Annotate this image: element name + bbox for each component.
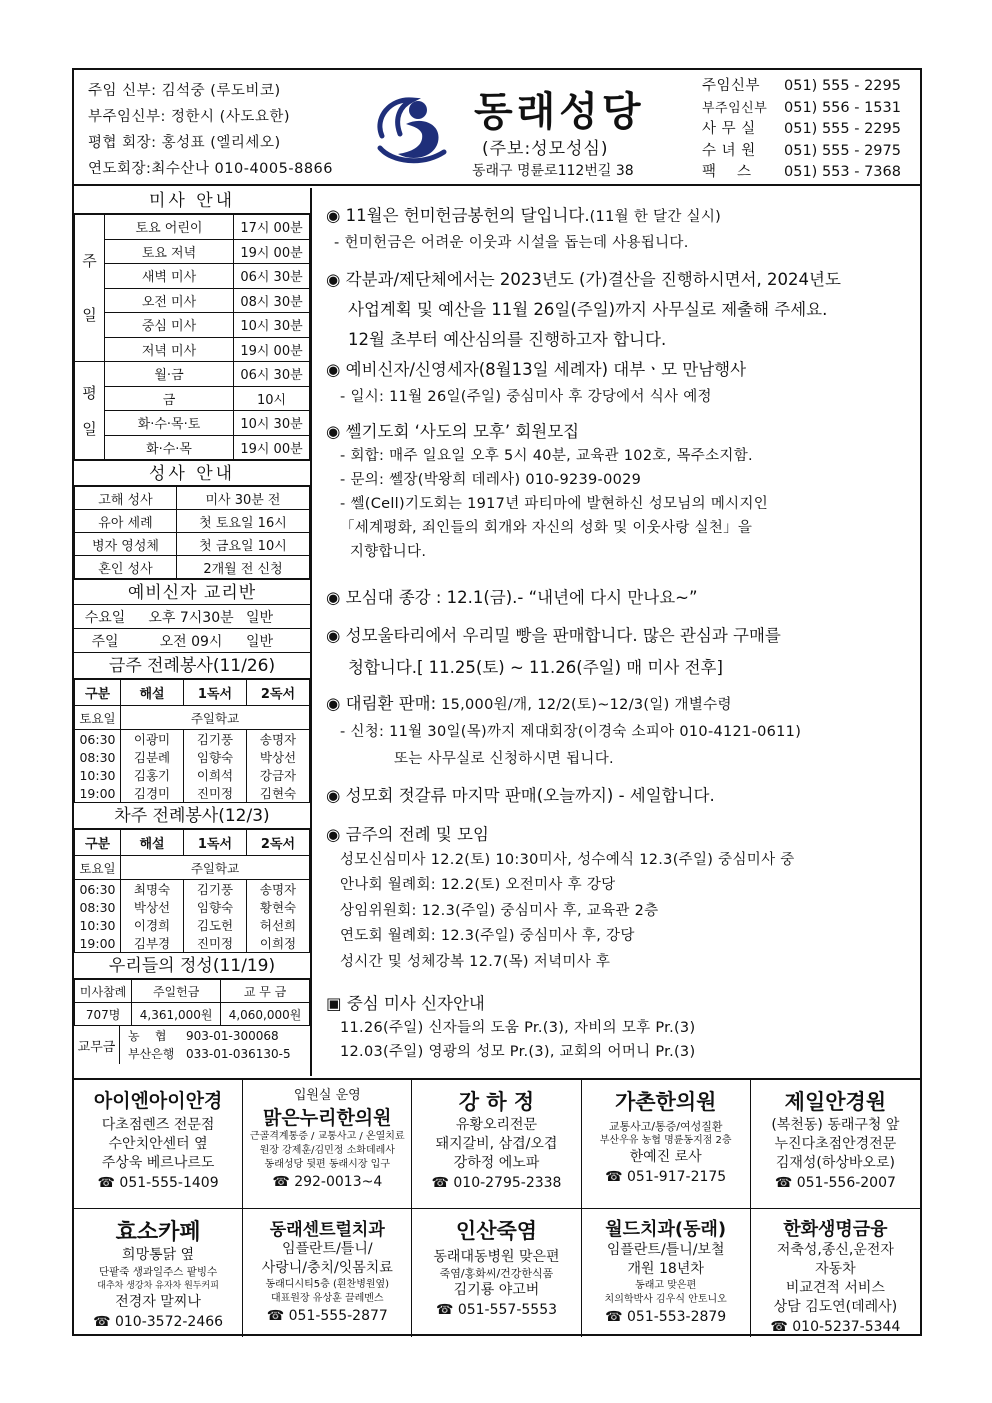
notice-line: - 쎌(Cell)기도회는 1917년 파티마에 발현하신 성모님의 메시지인 [340, 496, 769, 512]
duty-name: 이희석 [184, 766, 247, 784]
duty-name: 이광미 [121, 730, 184, 749]
notice-line: - 헌미헌금은 어려운 이웃과 시설을 돕는데 사용됩니다. [334, 235, 689, 251]
mass-name: 토요 저녁 [105, 239, 234, 264]
mass-time: 19시 00분 [234, 239, 310, 264]
notice-line: 또는 사무실로 신청하시면 됩니다. [340, 751, 614, 767]
mass-name: 금 [105, 386, 234, 411]
ad-small: 대표원장 유상훈 끌레멘스 [270, 1293, 384, 1304]
mass-time: 19시 00분 [234, 435, 310, 460]
bank-label: 교무금 [74, 1026, 120, 1064]
ad-line: 누진다초점안경전문 [774, 1136, 897, 1152]
duty-header: 1독서 [184, 830, 247, 856]
sunday-label: 주 일 [75, 215, 105, 362]
duty-name: 박상선 [121, 898, 184, 916]
notice-line: - 회합: 매주 일요일 오후 5시 40분, 교육관 102호, 목주소지함. [340, 448, 753, 464]
ad-line: 임플란트/틀니/보철 [606, 1242, 725, 1258]
clergy-line: 주임 신부: 김석중 (루도비코) [88, 83, 281, 99]
ad-line: 상담 김도연(데레사) [773, 1299, 898, 1315]
bank-account: 903-01-300068 [186, 1029, 279, 1043]
duty-name: 김경미 [121, 784, 184, 803]
notice-item [326, 822, 795, 975]
notice-line: - 문의: 쎌장(박왕희 데레사) 010-9239-0029 [340, 472, 642, 488]
notice-heading: ▣ 중심 미사 신자안내 [326, 994, 485, 1013]
ad-phone: ☎ 010-3572-2466 [93, 1314, 224, 1330]
notice-heading: ◉ 성모울타리에서 우리밀 빵을 판매합니다. 많은 관심과 구매를 [326, 626, 781, 645]
duty-name: 진미정 [184, 934, 247, 953]
duty-name: 김분례 [121, 748, 184, 766]
clergy-line: 연도회장:최수산나 010-4005-8866 [88, 161, 333, 177]
bank-row [128, 1027, 291, 1045]
ad-line: 돼지갈비, 삼겹/오겹 [435, 1136, 558, 1152]
saturday-label: 토요일 [75, 856, 121, 880]
notice-line: 12.03(주일) 영광의 성모 Pr.(3), 교회의 어머니 Pr.(3) [340, 1044, 696, 1060]
notice-head-extra: (11월 한 달간 실시) [589, 209, 722, 225]
notice-item: ◉ 성모회 젓갈류 마지막 판매(오늘까지) - 세일합니다. [326, 786, 715, 805]
duty-time: 08:30 [75, 898, 121, 916]
sacrament-time: 2개월 전 신청 [176, 556, 309, 579]
duty-name: 강금자 [247, 766, 310, 784]
ad-line: 개원 18년차 [627, 1261, 704, 1277]
catechumen-title: 예비신자 교리반 [74, 579, 310, 605]
notice-line: 연도회 월례회: 12.3(주일) 중심미사 후, 강당 [340, 928, 635, 944]
sacrament-name: 병자 영성체 [75, 533, 177, 556]
ad-name: 동래센트럴치과 [269, 1220, 385, 1240]
ad-top: 입원실 운영 [293, 1088, 361, 1103]
ad-line: 김기룡 야고버 [453, 1282, 540, 1298]
contact-row [702, 162, 901, 184]
ad-name: 아이엔아이안경 [93, 1090, 223, 1112]
ad-phone: ☎ 051-555-1409 [97, 1175, 219, 1191]
contact-row [702, 141, 901, 163]
notice-heading: ◉ 예비신자/신영세자(8월13일 세례자) 대부ㆍ모 만남행사 [326, 360, 747, 379]
saturday-duty: 주일학교 [121, 856, 310, 880]
contact-row [702, 76, 901, 98]
duty-name: 임향숙 [184, 748, 247, 766]
duty-header: 2독서 [247, 830, 310, 856]
duty-name: 송명자 [247, 730, 310, 749]
saturday-label: 토요일 [75, 706, 121, 730]
duty-this-title: 금주 전례봉사(11/26) [74, 653, 310, 679]
ad-box [412, 1209, 581, 1337]
class-type: 일반 [246, 633, 274, 650]
ad-line: (복천동) 동래구청 앞 [771, 1117, 900, 1133]
ad-name: 강 하 정 [458, 1090, 535, 1114]
ad-phone: ☎ 051-556-2007 [774, 1175, 896, 1191]
mass-name: 중심 미사 [105, 313, 234, 338]
mass-time: 08시 30분 [234, 288, 310, 313]
notice-head: ◉ 대림환 판매: [326, 694, 437, 713]
mass-name: 토요 어린이 [105, 215, 234, 240]
ad-phone: ☎ 292-0013~4 [272, 1174, 383, 1190]
notice-heading [326, 202, 721, 226]
ad-small: 교통사고/통증/여성질환 [608, 1120, 723, 1133]
contact-list [702, 76, 901, 184]
sacrament-table [74, 486, 310, 579]
bank-name: 부산은행 [128, 1047, 175, 1061]
duty-header: 해설 [121, 830, 184, 856]
ad-small: 대추차 생강차 유자차 원두커피 [97, 1281, 219, 1291]
duty-header: 1독서 [184, 680, 247, 706]
contact-label: 팩 스 [702, 164, 752, 180]
mass-time: 06시 30분 [234, 264, 310, 289]
mass-time: 10시 30분 [234, 313, 310, 338]
mass-time: 19시 00분 [234, 337, 310, 362]
notice-item [326, 992, 695, 1064]
sacrament-time: 첫 금요일 10시 [176, 533, 309, 556]
notice-head: ◉ 11월은 헌미헌금봉헌의 달입니다. [326, 206, 590, 225]
duty-time: 06:30 [75, 880, 121, 899]
ad-name: 가촌한의원 [614, 1090, 717, 1114]
catechumen-row [74, 629, 310, 653]
contact-label: 부주임신부 [702, 100, 768, 116]
notice-item: ◉ 모심대 종강 : 12.1(금).- “내년에 다시 만나요~” [326, 588, 698, 607]
ad-phone: ☎ 051-917-2175 [605, 1169, 727, 1185]
ad-box [74, 1080, 243, 1208]
duty-name: 김기풍 [184, 730, 247, 749]
notice-line: 청합니다.[ 11.25(토) ~ 11.26(주일) 매 미사 전후] [348, 658, 723, 677]
sacrament-title: 성사 안내 [74, 460, 310, 486]
notice-line: - 신청: 11월 30일(목)까지 제대회장(이경숙 소피아 010-4121-0611) [340, 724, 802, 740]
notice-item [326, 266, 841, 350]
ad-phone: ☎ 010-5237-5344 [770, 1319, 901, 1335]
ad-line: 저축성,종신,운전자 [776, 1242, 894, 1258]
mass-name: 화·수·목·토 [105, 411, 234, 436]
contact-phone: 051) 553 - 7368 [784, 164, 901, 180]
duty-name: 김현숙 [247, 784, 310, 803]
notice-heading: ◉ 금주의 전례 및 모임 [326, 825, 489, 844]
sacrament-name: 유아 세례 [75, 510, 177, 533]
class-type: 일반 [246, 609, 274, 626]
class-time: 오전 09시 [159, 633, 223, 650]
notice-line: 「세계평화, 죄인들의 회개와 자신의 성화 및 이웃사랑 실천」을 [340, 520, 753, 536]
contact-row [702, 98, 901, 120]
notice-line: 성시간 및 성체강복 12.7(목) 저녁미사 후 [340, 953, 611, 970]
offering-value: 707명 [75, 1003, 132, 1026]
ad-small: 동래디시티5층 (흰찬병원옆) [265, 1279, 390, 1290]
ad-phone: ☎ 051-557-5553 [435, 1302, 558, 1318]
mass-time: 10시 30분 [234, 411, 310, 436]
duty-name: 황현숙 [247, 898, 310, 916]
duty-next-table [74, 829, 310, 953]
notice-line: 사업계획 및 예산을 11월 26일(주일)까지 사무실로 제출해 주세요. [348, 300, 828, 319]
ad-name: 효소카페 [115, 1220, 201, 1245]
bank-name: 농 협 [128, 1029, 167, 1043]
duty-name: 김기풍 [184, 880, 247, 899]
notice-head-extra: 15,000원/개, 12/2(토)~12/3(일) 개별수령 [436, 697, 732, 713]
duty-time: 10:30 [75, 766, 121, 784]
sacrament-name: 고해 성사 [75, 487, 177, 510]
ad-line: 김재성(하상바오로) [775, 1155, 895, 1171]
ad-line: 희망통닭 옆 [122, 1247, 195, 1263]
bulletin-frame [72, 68, 922, 1336]
ad-line: 사랑니/충치/잇몸치료 [261, 1260, 393, 1276]
ad-line: 주상욱 베르나르도 [101, 1155, 215, 1171]
contact-phone: 051) 555 - 2295 [784, 121, 901, 137]
mass-name: 저녁 미사 [105, 337, 234, 362]
ad-name: 한화생명금융 [783, 1219, 888, 1240]
mass-name: 화·수·목 [105, 435, 234, 460]
ad-line: 강하정 에노파 [453, 1155, 540, 1171]
ad-box [412, 1080, 581, 1208]
duty-name: 최명숙 [121, 880, 184, 899]
ad-box [74, 1209, 243, 1337]
notice-line: 지향합니다. [340, 544, 427, 560]
notice-line: 상임위원회: 12.3(주일) 중심미사 후, 교육관 2층 [340, 902, 659, 919]
duty-header: 구분 [75, 680, 121, 706]
ad-line: 수안치안센터 옆 [108, 1136, 208, 1152]
ad-line: 다초점렌즈 전문점 [101, 1117, 215, 1133]
notice-line: 12월 초부터 예산심의를 진행하고자 합니다. [348, 330, 667, 349]
notice-line: 안나회 월례회: 12.2(토) 오전미사 후 강당 [340, 877, 616, 893]
duty-time: 10:30 [75, 916, 121, 934]
duty-name: 이경희 [121, 916, 184, 934]
mass-title: 미사 안내 [74, 188, 310, 214]
ad-line: 유황오리전문 [455, 1117, 538, 1133]
parish-address: 동래구 명륜로112번길 38 [472, 163, 634, 179]
mass-table [74, 214, 310, 460]
ad-name: 인산죽염 [455, 1219, 538, 1243]
ad-box [751, 1080, 920, 1208]
left-column [74, 188, 312, 1076]
ad-phone: ☎ 051-553-2879 [605, 1309, 727, 1325]
notice-item [326, 356, 746, 406]
duty-name: 송명자 [247, 880, 310, 899]
ad-box [582, 1209, 751, 1337]
duty-name: 허선희 [247, 916, 310, 934]
ad-phone: ☎ 010-2795-2338 [431, 1175, 562, 1191]
ad-name: 제일안경원 [784, 1090, 887, 1114]
bank-info [74, 1026, 310, 1064]
header [74, 70, 920, 186]
notice-item [326, 420, 768, 564]
duty-header: 구분 [75, 830, 121, 856]
mass-time: 06시 30분 [234, 362, 310, 387]
ads-section [74, 1078, 920, 1334]
ad-line: 전경자 말찌나 [115, 1294, 201, 1310]
sacrament-time: 첫 토요일 16시 [176, 510, 309, 533]
ad-phone: ☎ 051-555-2877 [266, 1308, 388, 1324]
ad-box [751, 1209, 920, 1337]
offering-header: 주일헌금 [132, 980, 221, 1003]
notice-item [326, 690, 801, 768]
offering-value: 4,060,000원 [221, 1003, 310, 1026]
offering-value: 4,361,000원 [132, 1003, 221, 1026]
mass-name: 오전 미사 [105, 288, 234, 313]
ad-small: 원장 강제훈/김민정 소화데레사 [259, 1145, 395, 1156]
ad-small: 죽염/홍화씨/건강한식품 [439, 1267, 554, 1280]
duty-name: 김도헌 [184, 916, 247, 934]
contact-label: 수 녀 원 [702, 142, 756, 159]
contact-phone: 051) 555 - 2295 [784, 78, 901, 94]
class-time: 오후 7시30분 [148, 609, 234, 626]
ad-line: 비교견적 서비스 [785, 1280, 885, 1296]
ad-box [582, 1080, 751, 1208]
ad-line: 임플란트/틀니/ [281, 1241, 373, 1257]
sacrament-time: 미사 30분 전 [176, 487, 309, 510]
duty-name: 박상선 [247, 748, 310, 766]
ad-line: 한예진 로사 [629, 1149, 702, 1165]
duty-name: 김부경 [121, 934, 184, 953]
ad-box [243, 1209, 412, 1337]
ad-small: 근골격계통증 / 교통사고 / 온열치료 [249, 1131, 405, 1142]
notice-heading [326, 690, 801, 714]
notice-line: 성모신심미사 12.2(토) 10:30미사, 성수예식 12.3(주일) 중심미사 중 [340, 851, 795, 868]
weekday-label: 평 일 [75, 362, 105, 460]
notice-item [326, 622, 781, 678]
contact-phone: 051) 556 - 1531 [784, 99, 901, 116]
notice-line: - 일시: 11월 26일(주일) 중심미사 후 강당에서 식사 예정 [340, 389, 712, 405]
ad-small: 단팥죽 생과일주스 팥빙수 [98, 1266, 218, 1278]
ad-name: 월드치과(동래) [605, 1219, 727, 1240]
offering-header: 미사참례 [75, 980, 132, 1003]
clergy-line: 부주임신부: 정한시 (사도요한) [88, 109, 291, 125]
clergy-line: 평협 회장: 홍성표 (엘리세오) [88, 135, 281, 151]
notice-heading: ◉ 쎌기도회 ‘사도의 모후’ 회원모집 [326, 422, 580, 441]
sacrament-name: 혼인 성사 [75, 556, 177, 579]
parish-title: 동래성당 [474, 89, 645, 135]
duty-time: 19:00 [75, 934, 121, 953]
saturday-duty: 주일학교 [121, 706, 310, 730]
duty-name: 이희정 [247, 934, 310, 953]
contact-row [702, 119, 901, 141]
ad-small: 동래성당 뒷편 동래시장 입구 [264, 1159, 391, 1170]
patron-subtitle: (주보:성모성심) [482, 139, 609, 159]
duty-next-title: 차주 전례봉사(12/3) [74, 803, 310, 829]
offering-header: 교 무 금 [221, 980, 310, 1003]
duty-time: 19:00 [75, 784, 121, 803]
contact-label: 주임신부 [702, 78, 761, 94]
parish-logo-icon [372, 88, 452, 168]
class-day: 수요일 [84, 609, 126, 626]
class-day: 주일 [91, 633, 119, 650]
ad-small: 부산우유 농협 명륜동지점 2층 [599, 1135, 732, 1146]
duty-time: 06:30 [75, 730, 121, 749]
duty-name: 임향숙 [184, 898, 247, 916]
mass-time: 10시 [234, 386, 310, 411]
mass-time: 17시 00분 [234, 215, 310, 240]
notice-heading: ◉ 각분과/제단체에서는 2023년도 (가)결산을 진행하시면서, 2024년도 [326, 270, 841, 289]
mass-name: 월·금 [105, 362, 234, 387]
clergy-info [88, 78, 333, 182]
ad-small: 치의학박사 김우식 안토니오 [604, 1294, 727, 1305]
offering-title: 우리들의 정성(11/19) [74, 953, 310, 979]
ad-name: 맑은누리한의원 [263, 1107, 392, 1129]
catechumen-row [74, 605, 310, 629]
ad-line: 자동차 [815, 1261, 856, 1277]
mass-name: 새벽 미사 [105, 264, 234, 289]
contact-label: 사 무 실 [702, 121, 756, 137]
duty-time: 08:30 [75, 748, 121, 766]
duty-this-table [74, 679, 310, 803]
offering-table [74, 979, 310, 1026]
ad-box [243, 1080, 412, 1208]
duty-header: 2독서 [247, 680, 310, 706]
ad-small: 동래고 맞은편 [635, 1280, 697, 1291]
duty-header: 해설 [121, 680, 184, 706]
notice-line: 11.26(주일) 신자들의 도움 Pr.(3), 자비의 모후 Pr.(3) [340, 1020, 696, 1036]
ad-line: 동래대동병원 맞은편 [433, 1249, 560, 1265]
bank-account: 033-01-036130-5 [186, 1047, 291, 1061]
bank-row [128, 1045, 291, 1063]
duty-name: 김홍기 [121, 766, 184, 784]
notice-item [326, 202, 721, 252]
duty-name: 진미정 [184, 784, 247, 803]
contact-phone: 051) 555 - 2975 [784, 142, 901, 159]
